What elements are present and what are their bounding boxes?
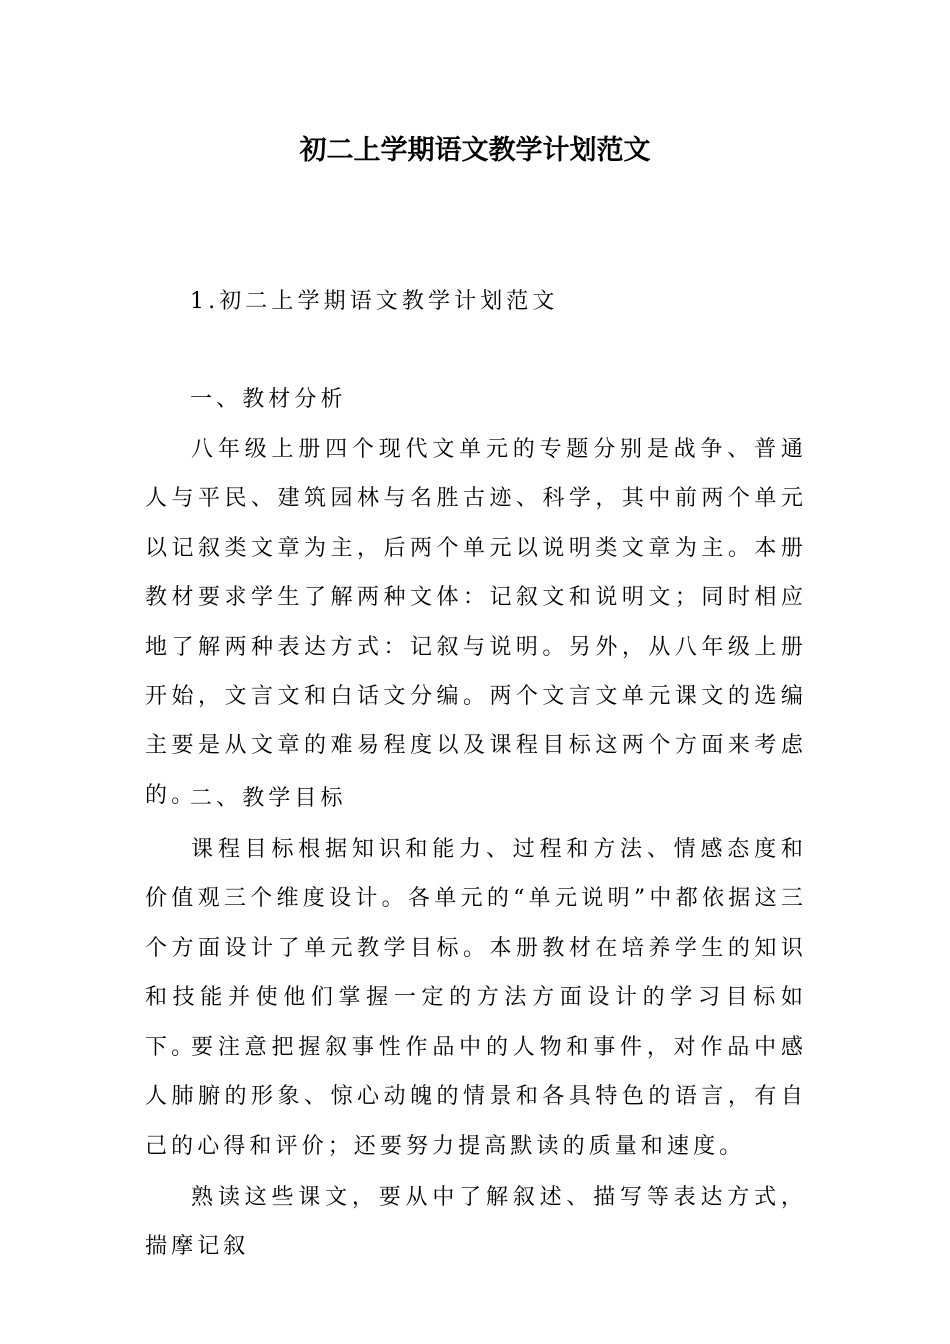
document-title: 初二上学期语文教学计划范文 <box>299 135 651 166</box>
paragraph-teaching-goals-3: 熟读这些课文，要从中了解叙述、描写等表达方式，揣摩记叙 <box>145 1185 807 1260</box>
paragraph-teaching-goals-2: 要注意把握叙事性作品中的人物和事件，对作品中感人肺腑的形象、惊心动魄的情景和各具特色的语言，有自己的心得和评价；还要努力提高默读的质量和速度。 <box>145 1035 807 1159</box>
section-heading-teaching-goals: 二、教学目标 <box>190 786 347 811</box>
paragraph-textbook-analysis: 八年级上册四个现代文单元的专题分别是战争、普通人与平民、建筑园林与名胜古迹、科学，其中前两个单元以记叙类文章为主，后两个单元以说明类文章为主。本册教材要求学生了解两种文体：记叙文和说明文；同时相应地了解两种表达方式：记叙与说明。另外，从八年级上册开始，文言文和白话文分编。两个文言文单元课文的选编主要是从文章的难易程度以及课程目标这两个方面来考虑的。 <box>145 437 807 808</box>
paragraph-teaching-goals-1: 课程目标根据知识和能力、过程和方法、情感态度和价值观三个维度设计。各单元的“单元说明”中都依据这三个方面设计了单元教学目标。本册教材在培养学生的知识和技能并使他们掌握一定的方法方面设计的学习目标如下。 <box>145 837 807 1060</box>
section-heading-textbook-analysis: 一、教材分析 <box>190 387 347 412</box>
document-subtitle: 1.初二上学期语文教学计划范文 <box>190 289 559 314</box>
